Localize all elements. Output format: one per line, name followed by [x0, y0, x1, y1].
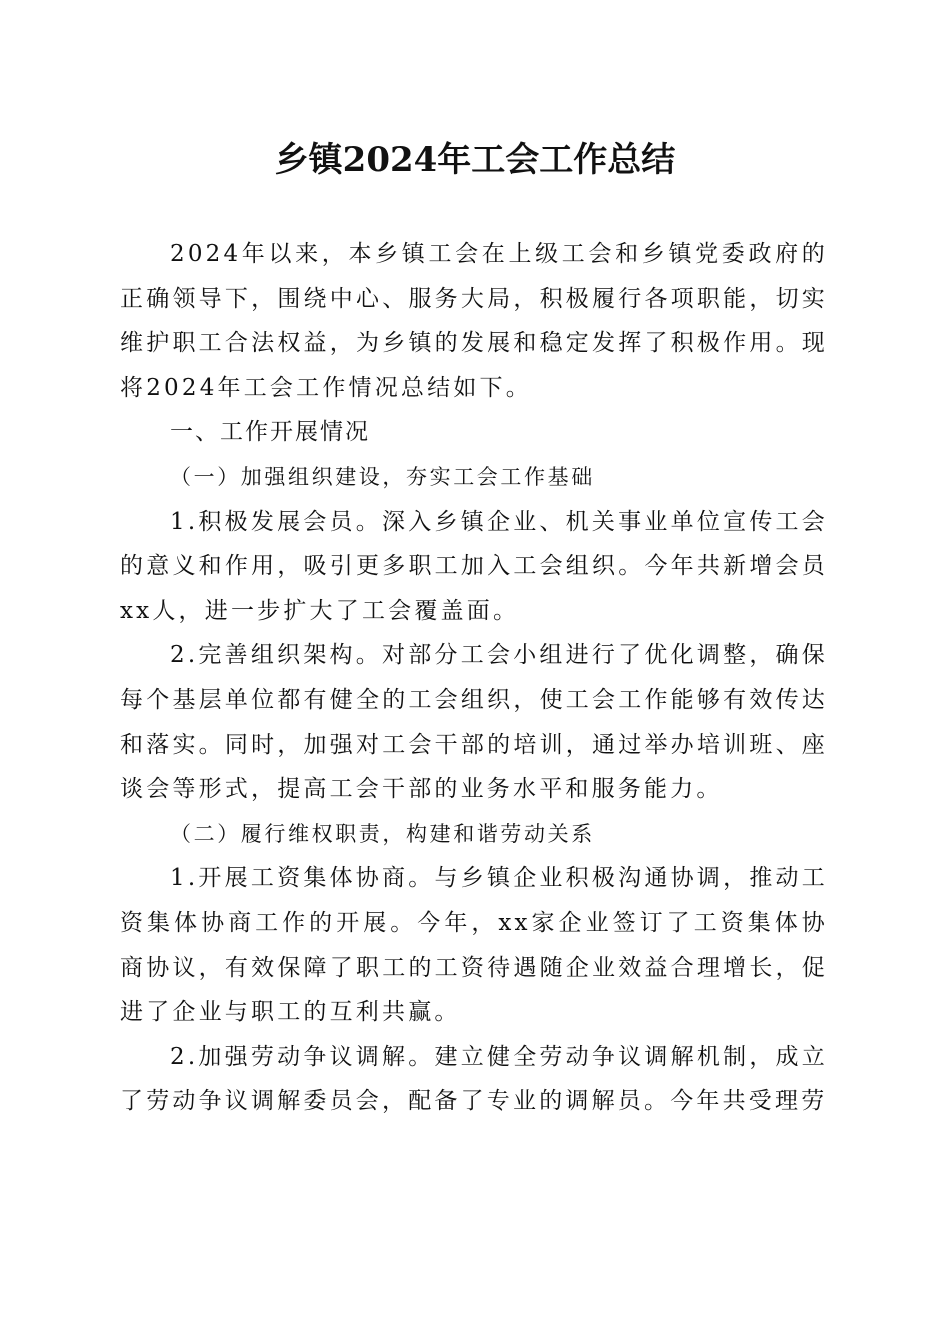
subsection-heading-organization: （一）加强组织建设，夯实工会工作基础 — [170, 464, 595, 489]
document-body — [120, 232, 828, 1124]
document-title: 乡镇2024年工会工作总结 — [274, 140, 676, 180]
subsection-heading-rights-protection: （二）履行维权职责，构建和谐劳动关系 — [170, 821, 595, 846]
paragraph-dispute-mediation: 2.加强劳动争议调解。建立健全劳动争议调解机制，成立了劳动争议调解委员会，配备了专业的调解员。今年共受理劳 — [120, 1043, 828, 1115]
intro-paragraph: 2024年以来，本乡镇工会在上级工会和乡镇党委政府的正确领导下，围绕中心、服务大局，积极履行各项职能，切实维护职工合法权益，为乡镇的发展和稳定发挥了积极作用。现将2024年工会工作情况总结如下。 — [120, 241, 828, 401]
section-heading-work-status: 一、工作开展情况 — [170, 419, 370, 446]
paragraph-organization-structure: 2.完善组织架构。对部分工会小组进行了优化调整，确保每个基层单位都有健全的工会组织，使工会工作能够有效传达和落实。同时，加强对工会干部的培训，通过举办培训班、座谈会等形式，提高工会干部的业务水平和服务能力。 — [120, 642, 828, 803]
paragraph-member-development: 1.积极发展会员。深入乡镇企业、机关事业单位宣传工会的意义和作用，吸引更多职工加入工会组织。今年共新增会员xx人，进一步扩大了工会覆盖面。 — [120, 508, 828, 624]
paragraph-wage-negotiation: 1.开展工资集体协商。与乡镇企业积极沟通协调，推动工资集体协商工作的开展。今年，xx家企业签订了工资集体协商协议，有效保障了职工的工资待遇随企业效益合理增长，促进了企业与职工的互利共赢。 — [120, 865, 828, 1026]
